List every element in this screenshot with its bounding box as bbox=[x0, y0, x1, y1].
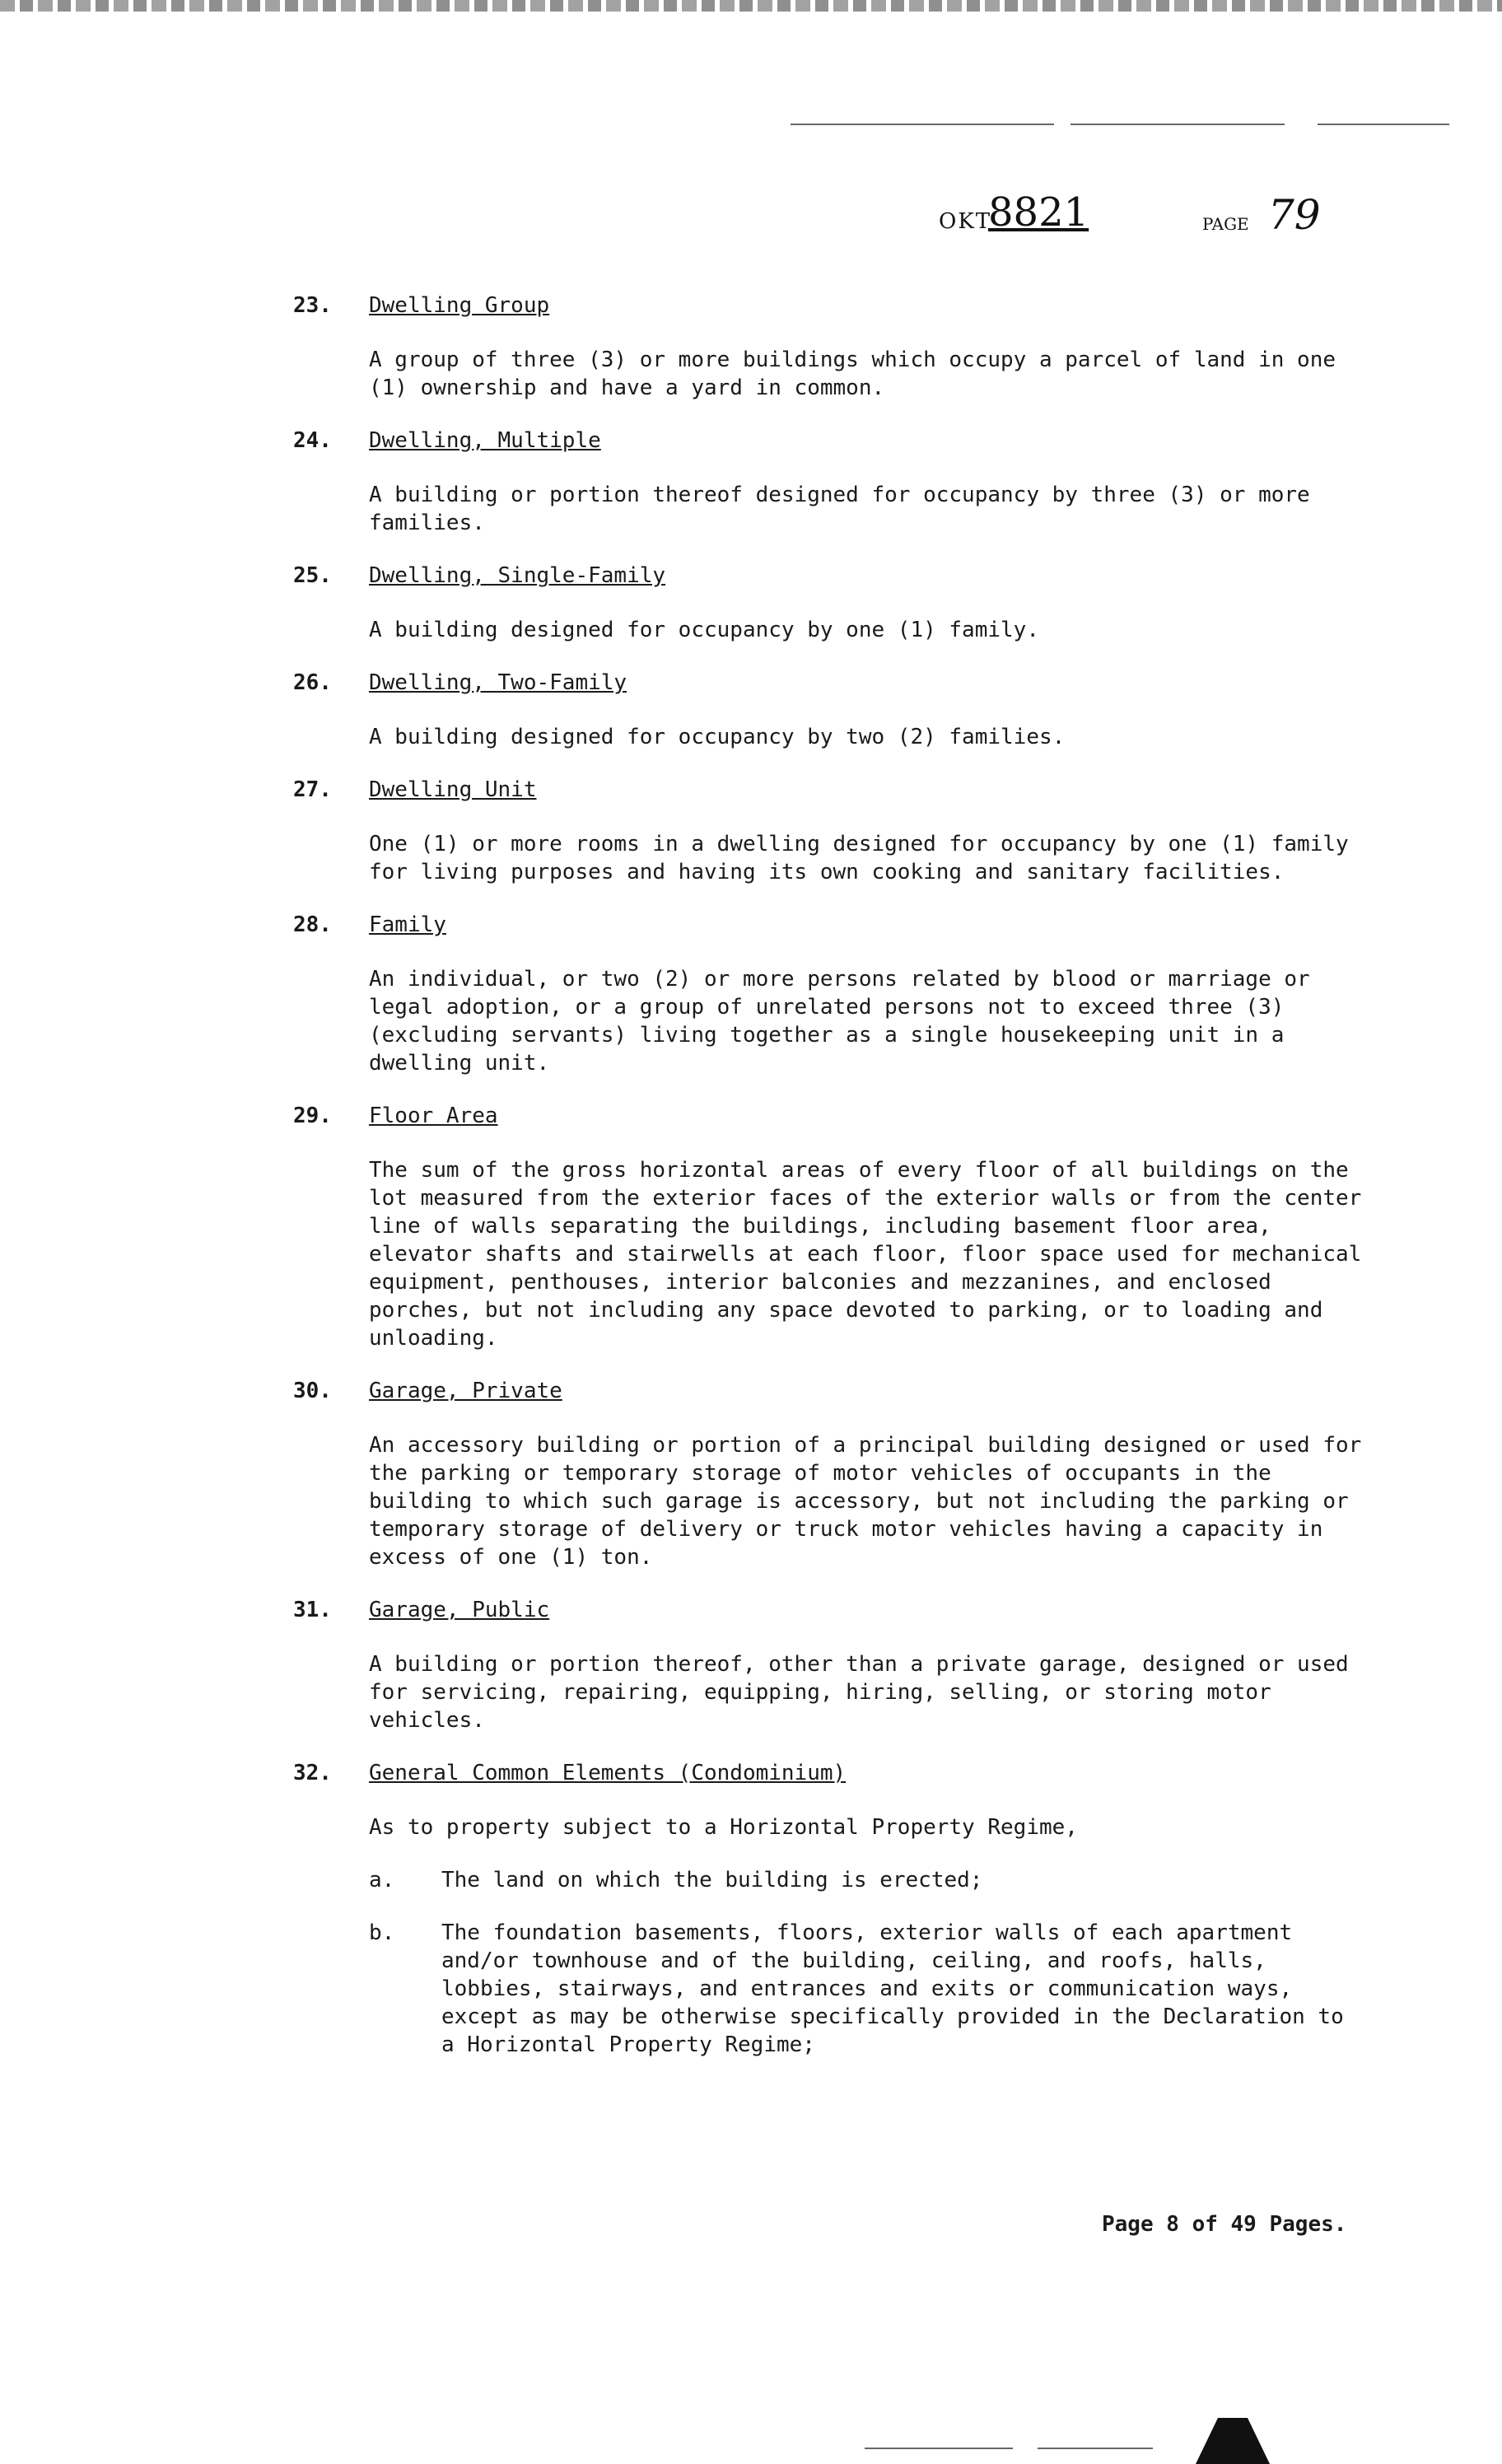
entry-title: Garage, Private bbox=[369, 1379, 562, 1403]
entry-definition: An individual, or two (2) or more persons related by blood or marriage or legal adoption, or a group of unrelated persons not to exceed three (3) (excluding servants) living together as a single housekeeping unit in a dwelling unit. bbox=[369, 967, 1310, 1076]
sub-item-label: a. bbox=[369, 1868, 395, 1892]
entry-title: Dwelling, Single-Family bbox=[369, 563, 666, 588]
entry-number: 28. bbox=[293, 912, 332, 937]
book-prefix: OKT bbox=[939, 209, 992, 234]
scan-speck bbox=[1071, 124, 1285, 125]
entry-number: 31. bbox=[293, 1598, 332, 1622]
entry-title: Dwelling, Two-Family bbox=[369, 670, 627, 695]
scan-speck bbox=[865, 2448, 1013, 2449]
entry-title: Garage, Public bbox=[369, 1598, 550, 1622]
sub-item bbox=[369, 1866, 1364, 1894]
scan-speck bbox=[791, 124, 1054, 125]
definition-entry bbox=[293, 776, 1364, 886]
definition-entry bbox=[293, 427, 1364, 537]
definition-entry bbox=[293, 1102, 1364, 1352]
definition-entry bbox=[293, 1759, 1364, 2059]
scan-speck bbox=[1038, 2448, 1153, 2449]
definition-entry bbox=[293, 1596, 1364, 1734]
entry-title: Dwelling Group bbox=[369, 293, 550, 318]
entry-title: Dwelling, Multiple bbox=[369, 428, 601, 453]
book-page-stamp bbox=[939, 189, 1334, 239]
entry-number: 30. bbox=[293, 1379, 332, 1403]
entry-definition: A building designed for occupancy by one (1) family. bbox=[369, 618, 1039, 642]
book-number: 8821 bbox=[988, 189, 1089, 236]
entry-definition: An accessory building or portion of a principal building designed or used for the parking or temporary storage of motor vehicles of occupants in the building to which such garage is accessory, but not including the parking or temporary storage of delivery or truck motor vehicles having a capacity in excess of one (1) ton. bbox=[369, 1433, 1362, 1570]
sub-item-label: b. bbox=[369, 1920, 395, 1945]
page-number: 79 bbox=[1268, 191, 1321, 239]
entry-title: Family bbox=[369, 912, 446, 937]
entry-title: Dwelling Unit bbox=[369, 777, 537, 802]
entry-definition: A building or portion thereof designed for occupancy by three (3) or more families. bbox=[369, 483, 1310, 535]
definition-entry bbox=[293, 292, 1364, 402]
sub-item-text: The land on which the building is erected; bbox=[441, 1868, 983, 1892]
entry-title: General Common Elements (Condominium) bbox=[369, 1761, 847, 1785]
page-footer: Page 8 of 49 Pages. bbox=[1102, 2212, 1347, 2237]
entry-definition: A building designed for occupancy by two (2) families. bbox=[369, 725, 1066, 749]
entry-definition: The sum of the gross horizontal areas of every floor of all buildings on the lot measured from the exterior faces of the exterior walls or from the center line of walls separating the buildings, including basement floor area, elevator shafts and stairwells at each floor, floor space used for mechanical equipment, penthouses, interior balconies and mezzanines, and enclosed porches, but not including any space devoted to parking, or to loading and unloading. bbox=[369, 1158, 1362, 1351]
entry-definition: A building or portion thereof, other than a private garage, designed or used for servicing, repairing, equipping, hiring, selling, or storing motor vehicles. bbox=[369, 1652, 1349, 1733]
scan-edge-artifact bbox=[0, 0, 1502, 12]
definition-entry bbox=[293, 669, 1364, 751]
definition-entry bbox=[293, 911, 1364, 1077]
definition-entry bbox=[293, 562, 1364, 644]
scan-ink-mark bbox=[1196, 2418, 1270, 2464]
page-label: PAGE bbox=[1202, 214, 1249, 234]
entry-definition: A group of three (3) or more buildings which occupy a parcel of land in one (1) ownership and have a yard in common. bbox=[369, 348, 1336, 400]
definition-entry bbox=[293, 1377, 1364, 1571]
sub-item bbox=[369, 1919, 1364, 2059]
definitions-list bbox=[293, 292, 1364, 2084]
entry-number: 24. bbox=[293, 428, 332, 453]
entry-number: 27. bbox=[293, 777, 332, 802]
entry-title: Floor Area bbox=[369, 1104, 498, 1128]
entry-number: 32. bbox=[293, 1761, 332, 1785]
entry-number: 29. bbox=[293, 1104, 332, 1128]
sub-item-text: The foundation basements, floors, exterior walls of each apartment and/or townhouse and of the building, ceiling, and roofs, halls, lobbies, stairways, and entrances and exits or communication ways, except as may be otherwise specifically provided in the Declaration to a Horizontal Property Regime; bbox=[441, 1920, 1344, 2057]
scan-speck bbox=[1318, 124, 1449, 125]
entry-definition: As to property subject to a Horizontal Property Regime, bbox=[369, 1815, 1078, 1840]
entry-number: 26. bbox=[293, 670, 332, 695]
entry-definition: One (1) or more rooms in a dwelling designed for occupancy by one (1) family for living purposes and having its own cooking and sanitary facilities. bbox=[369, 832, 1349, 884]
entry-number: 23. bbox=[293, 293, 332, 318]
entry-number: 25. bbox=[293, 563, 332, 588]
